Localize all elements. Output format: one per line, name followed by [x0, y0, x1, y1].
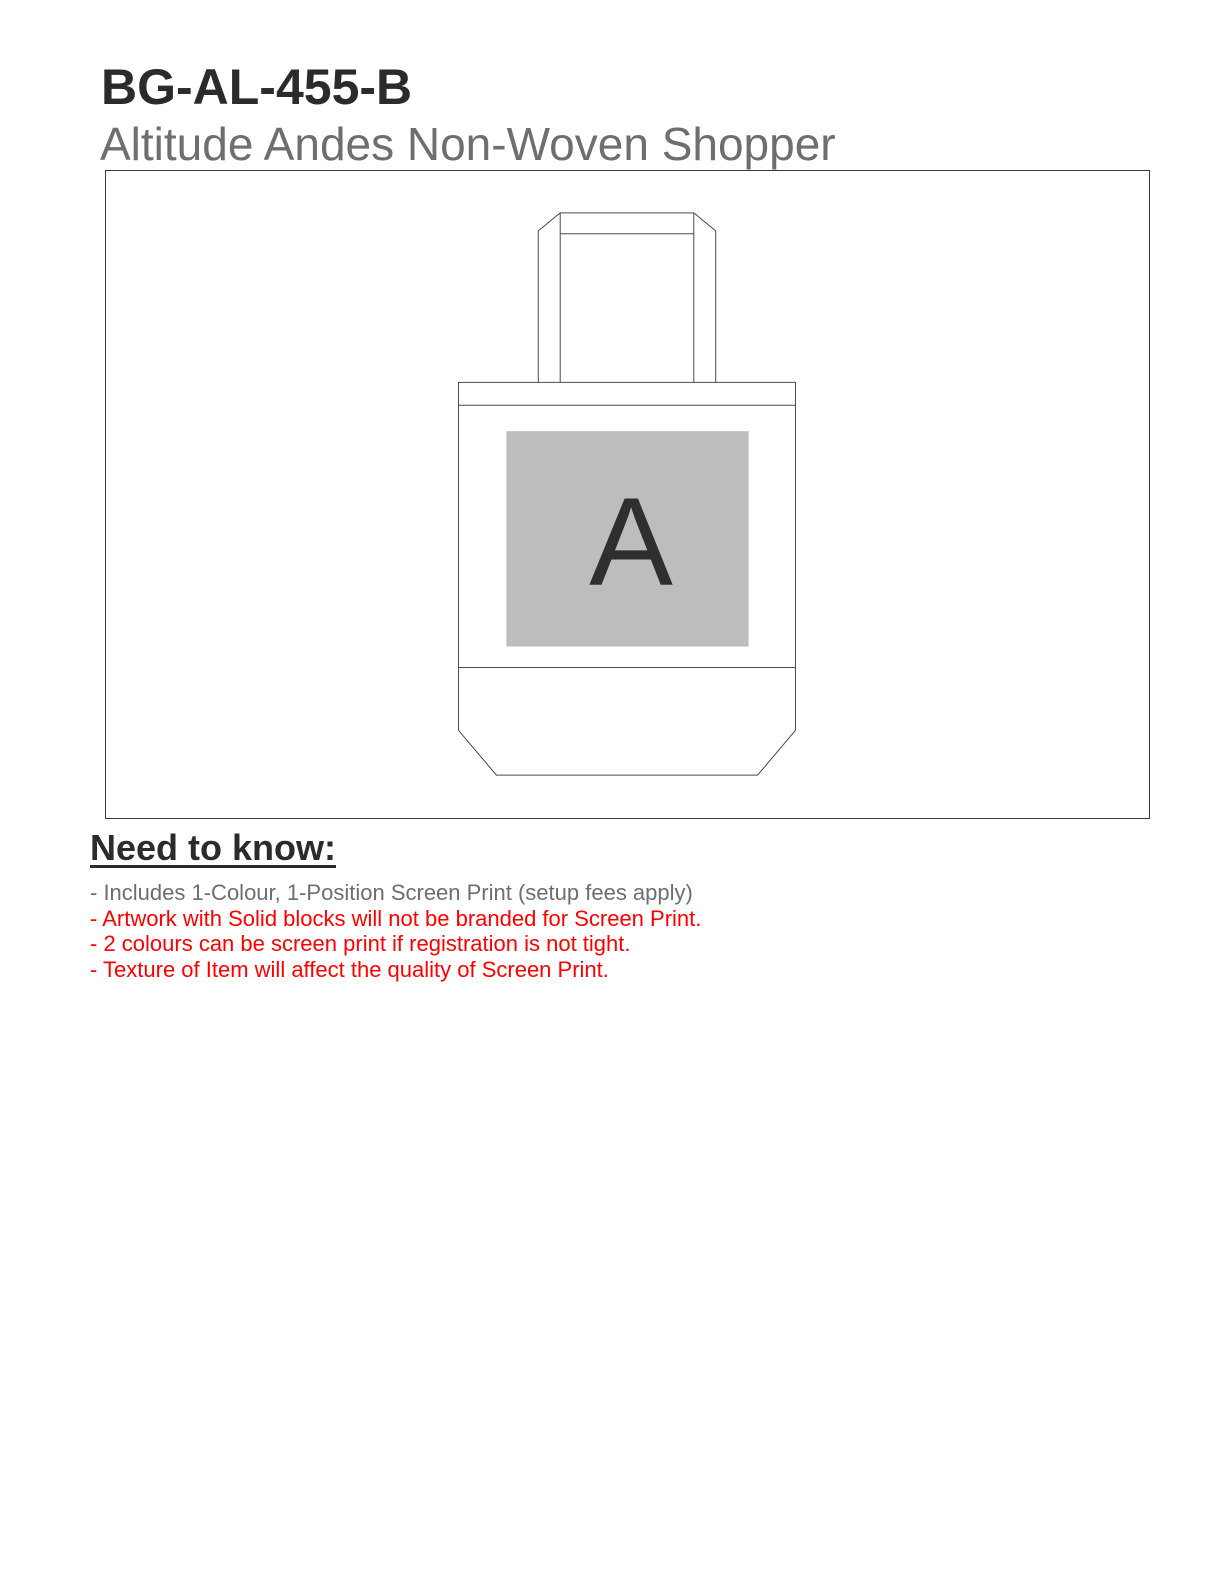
- notes-list: [90, 880, 701, 983]
- handle-outer: [538, 213, 715, 382]
- product-diagram-frame: [105, 170, 1150, 819]
- handle-inner: [560, 213, 694, 382]
- note-item: - 2 colours can be screen print if registration is not tight.: [90, 931, 631, 957]
- note-item: - Artwork with Solid blocks will not be branded for Screen Print.: [90, 905, 702, 931]
- note-item: - Includes 1-Colour, 1-Position Screen Print (setup fees apply): [90, 880, 693, 905]
- product-name: Altitude Andes Non-Woven Shopper: [100, 118, 836, 170]
- product-code: BG-AL-455-B: [101, 59, 413, 115]
- note-item: - Texture of Item will affect the quality of Screen Print.: [90, 957, 609, 983]
- tote-bag-diagram: [106, 171, 1149, 818]
- print-area-label: A: [589, 470, 673, 612]
- need-to-know-heading: Need to know:: [90, 827, 337, 868]
